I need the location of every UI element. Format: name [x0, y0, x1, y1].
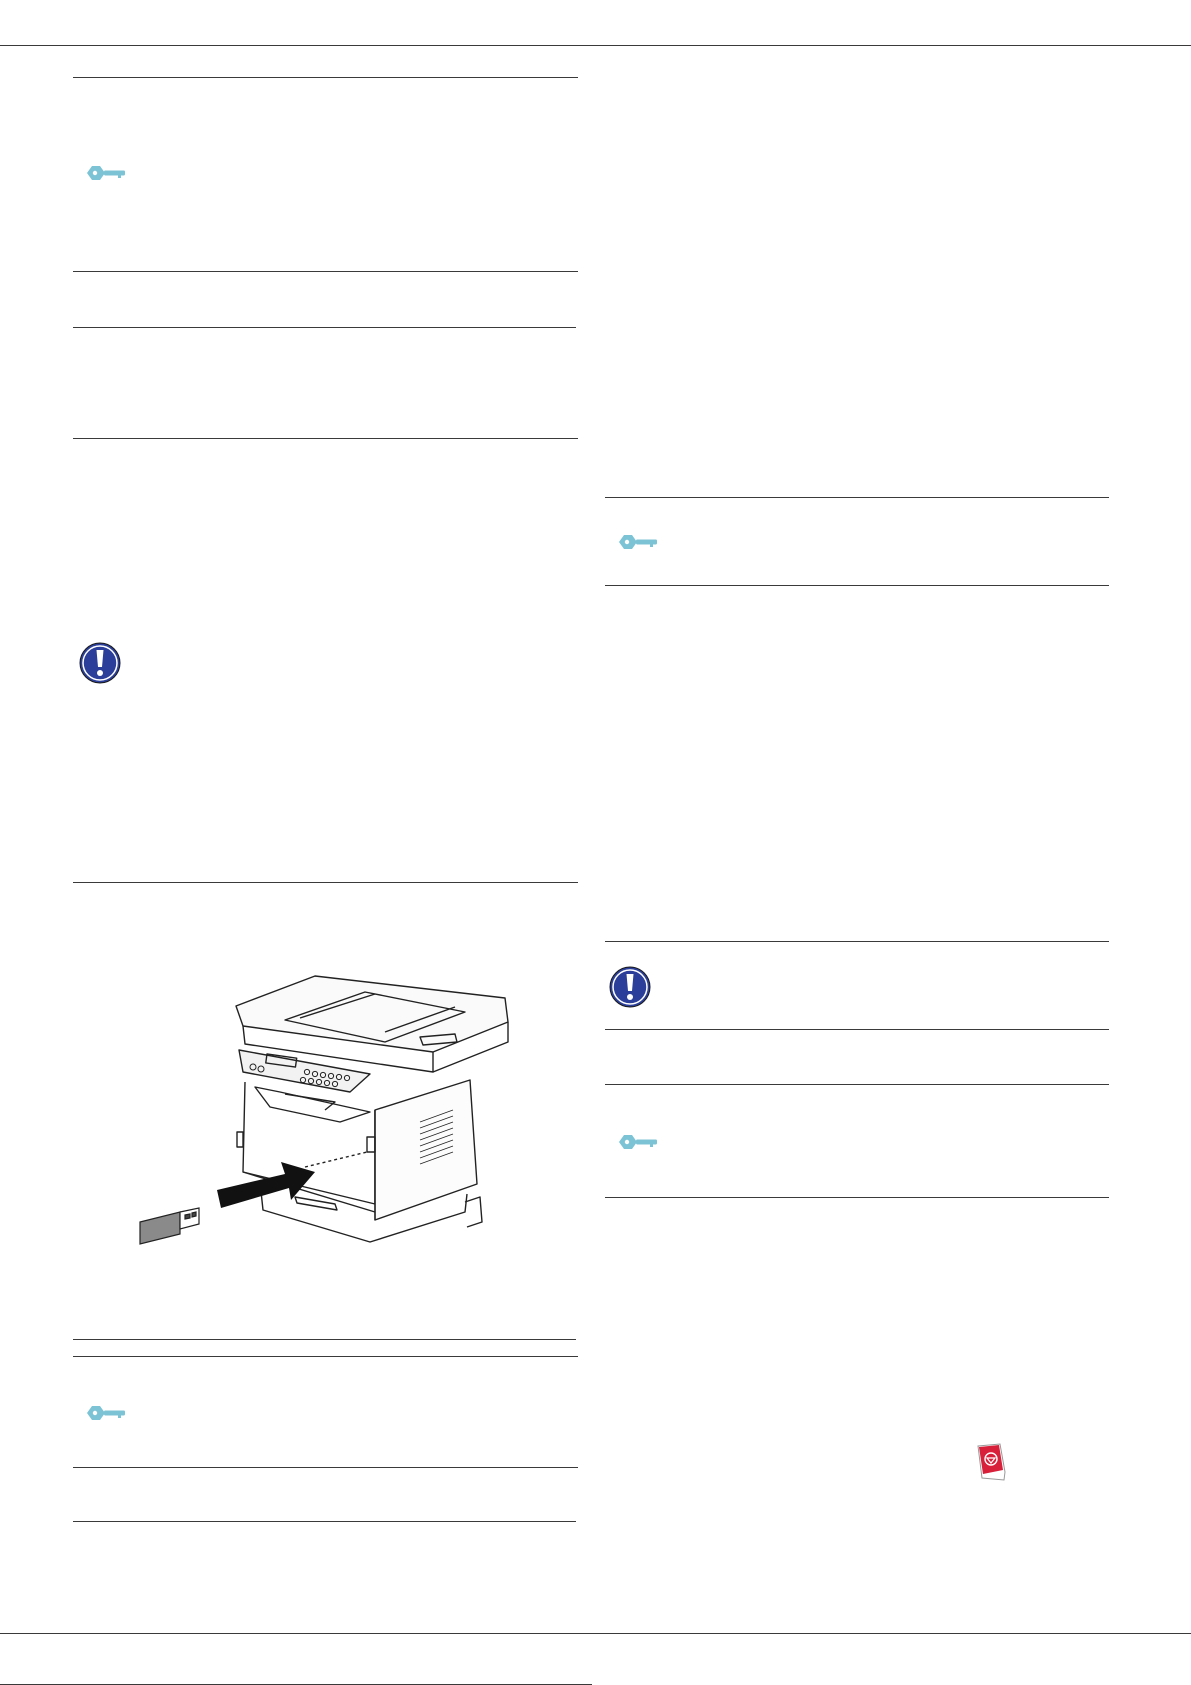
- note-rule-top: [605, 1084, 1109, 1085]
- warning-rule-bottom: [605, 1029, 1109, 1030]
- note-rule-bottom: [73, 1467, 578, 1468]
- page-header-rule: [0, 45, 1191, 46]
- warning-rule-top: [605, 941, 1109, 942]
- page-footer-rule: [0, 1633, 1191, 1634]
- stop-button-icon: [974, 1442, 1008, 1482]
- note-rule-bottom: [605, 585, 1109, 586]
- key-icon: [616, 530, 660, 560]
- note-rule-bottom: [73, 271, 578, 272]
- section-rule: [73, 327, 576, 328]
- section-rule: [73, 438, 578, 439]
- note-rule-top: [73, 1356, 578, 1357]
- key-icon: [616, 1130, 660, 1160]
- exclamation-warning-icon: [608, 965, 652, 1009]
- section-rule: [73, 882, 578, 883]
- printer-usb-illustration: [135, 972, 515, 1252]
- key-icon: [84, 161, 128, 191]
- note-rule-top: [605, 497, 1109, 498]
- section-rule: [73, 1521, 576, 1522]
- key-icon: [84, 1401, 128, 1431]
- exclamation-warning-icon: [78, 641, 122, 685]
- note-rule-bottom: [605, 1197, 1109, 1198]
- section-rule: [73, 1339, 576, 1340]
- note-rule-top: [73, 77, 578, 78]
